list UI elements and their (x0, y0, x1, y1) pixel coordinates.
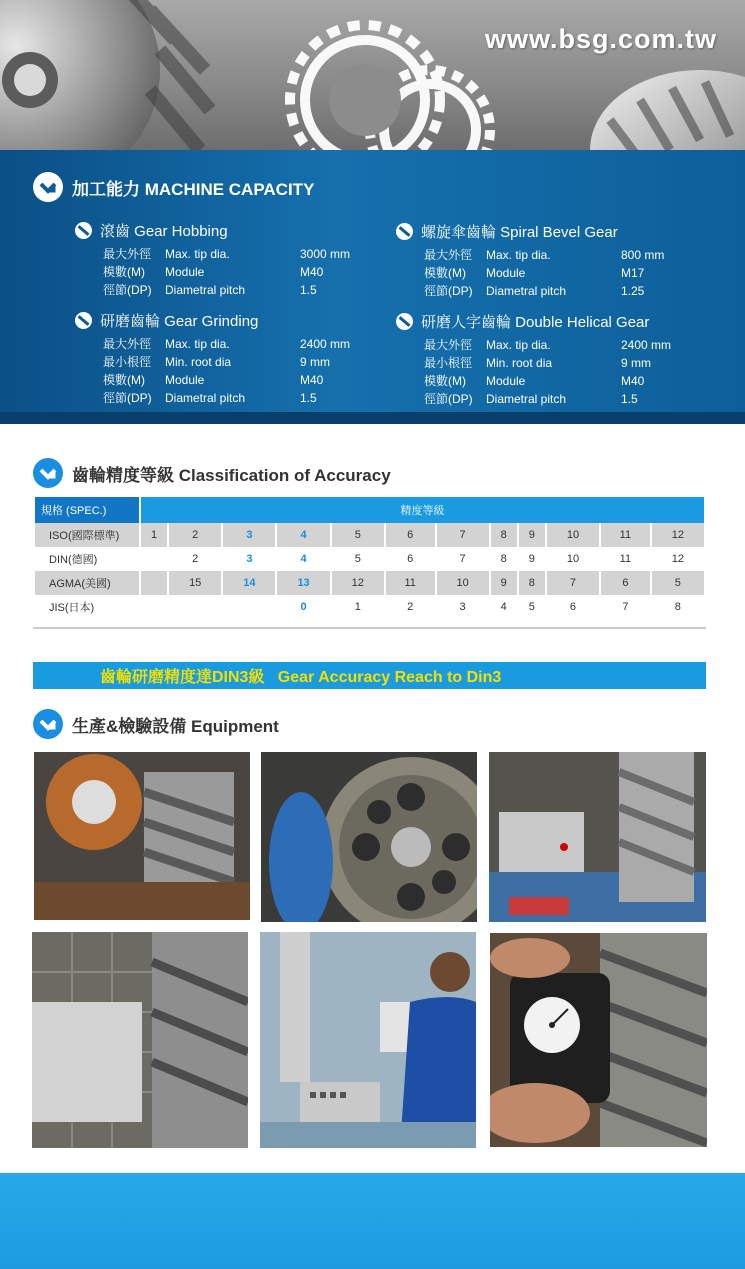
row-label-en: Diametral pitch (165, 283, 246, 297)
arrow-circle-icon (33, 458, 63, 488)
row-label-en: Min. root dia (165, 355, 232, 369)
table-row (35, 523, 704, 547)
table-cell: 11 (601, 547, 650, 571)
row-label: ISO(國際標準) (35, 523, 139, 547)
equipment-photo-cmm-operator (260, 932, 476, 1148)
row-label-en: Max. tip dia. (165, 337, 230, 351)
row-label-zh: 徑節(DP) (103, 283, 152, 297)
table-cell: 14 (223, 571, 275, 595)
row-label-en: Diametral pitch (486, 392, 567, 406)
row-value: M40 (621, 374, 645, 388)
row-value: 1.5 (300, 283, 317, 297)
row-label-en: Module (165, 265, 205, 279)
row-label-zh: 最大外徑 (103, 337, 152, 351)
equipment-photo-dial-gauge (490, 933, 707, 1147)
row-label-en: Module (486, 266, 526, 280)
row-label-zh: 模數(M) (103, 373, 145, 387)
table-cell (141, 595, 167, 619)
arrow-circle-icon (33, 709, 63, 739)
row-value: M40 (300, 373, 324, 387)
table-cell: 5 (332, 547, 384, 571)
table-cell: 9 (519, 547, 545, 571)
spec-header: 規格 (SPEC.) (35, 497, 139, 523)
table-cell: 9 (491, 571, 517, 595)
website-url[interactable]: www.bsg.com.tw (484, 24, 717, 54)
table-cell: 5 (332, 523, 384, 547)
table-cell: 12 (332, 571, 384, 595)
table-cell: 3 (223, 523, 275, 547)
table-cell: 7 (437, 523, 489, 547)
table-cell: 10 (547, 523, 599, 547)
table-cell: 10 (437, 571, 489, 595)
header-banner (0, 0, 745, 150)
accuracy-title: 齒輪精度等級 Classification of Accuracy (72, 465, 391, 485)
equipment-photo-grinding (32, 932, 248, 1148)
row-label-zh: 最大外徑 (424, 338, 473, 352)
row-label-zh: 模數(M) (103, 265, 145, 279)
row-label-zh: 徑節(DP) (103, 391, 152, 405)
row-label-zh: 最大外徑 (103, 247, 152, 261)
circle-slash-icon (396, 223, 413, 240)
capacity-heading (33, 172, 314, 202)
table-cell (223, 595, 275, 619)
table-cell: 4 (277, 547, 329, 571)
table-cell: 2 (386, 595, 435, 619)
row-label-zh: 最小根徑 (103, 355, 152, 369)
footer-band (0, 1173, 745, 1269)
grade-header: 精度等級 (141, 497, 704, 523)
table-header-row (35, 497, 704, 523)
item-title: 研磨齒輪 Gear Grinding (100, 313, 259, 330)
table-cell: 8 (519, 571, 545, 595)
row-label: DIN(德國) (35, 547, 139, 571)
table-cell: 6 (386, 547, 435, 571)
row-value: 1.25 (621, 284, 645, 298)
table-cell: 1 (332, 595, 384, 619)
circle-slash-icon (75, 312, 92, 329)
capacity-title: 加工能力 MACHINE CAPACITY (72, 179, 315, 199)
equipment-title: 生產&檢驗設備 Equipment (72, 716, 279, 736)
row-label-zh: 徑節(DP) (424, 392, 473, 406)
accuracy-heading (33, 458, 391, 488)
equipment-photo-hobbing (34, 752, 250, 920)
row-value: 9 mm (621, 356, 651, 370)
capacity-item-spiral-bevel-gear (396, 221, 664, 300)
table-cell: 7 (601, 595, 650, 619)
table-cell: 7 (437, 547, 489, 571)
row-label-zh: 模數(M) (424, 374, 466, 388)
table-cell: 2 (169, 523, 221, 547)
din3-accuracy-banner: 齒輪研磨精度達DIN3級 Gear Accuracy Reach to Din3 (33, 662, 706, 689)
accuracy-table (33, 497, 706, 619)
table-cell (169, 595, 221, 619)
row-label-en: Max. tip dia. (486, 338, 551, 352)
table-cell: 4 (277, 523, 329, 547)
table-row (35, 595, 704, 619)
table-cell: 11 (386, 571, 435, 595)
table-cell: 8 (491, 523, 517, 547)
row-value: 1.5 (300, 391, 317, 405)
capacity-item-double-helical-gear (396, 311, 671, 408)
arrow-circle-icon (33, 172, 63, 202)
table-cell: 13 (277, 571, 329, 595)
equipment-heading (33, 709, 279, 739)
item-title: 研磨人字齒輪 Double Helical Gear (421, 314, 650, 331)
row-label-zh: 模數(M) (424, 266, 466, 280)
row-label: JIS(日本) (35, 595, 139, 619)
table-cell: 6 (601, 571, 650, 595)
row-label-en: Max. tip dia. (165, 247, 230, 261)
row-label-zh: 徑節(DP) (424, 284, 473, 298)
table-cell: 11 (601, 523, 650, 547)
table-cell: 0 (277, 595, 329, 619)
table-cell: 4 (491, 595, 517, 619)
table-cell: 9 (519, 523, 545, 547)
row-value: M17 (621, 266, 645, 280)
row-value: 9 mm (300, 355, 330, 369)
table-cell: 8 (491, 547, 517, 571)
row-label-zh: 最大外徑 (424, 248, 473, 262)
table-cell: 3 (437, 595, 489, 619)
capacity-item-gear-grinding (75, 310, 350, 407)
row-label-en: Max. tip dia. (486, 248, 551, 262)
capacity-item-gear-hobbing (75, 220, 350, 299)
row-label-zh: 最小根徑 (424, 356, 473, 370)
row-value: 2400 mm (300, 337, 351, 351)
table-row (35, 547, 704, 571)
row-label-en: Min. root dia (486, 356, 553, 370)
row-value: M40 (300, 265, 324, 279)
row-value: 3000 mm (300, 247, 351, 261)
table-cell: 12 (652, 547, 704, 571)
circle-slash-icon (75, 222, 92, 239)
table-cell: 6 (547, 595, 599, 619)
table-cell: 12 (652, 523, 704, 547)
table-cell: 5 (652, 571, 704, 595)
gear-photo-illustration (0, 0, 745, 150)
item-title: 螺旋傘齒輪 Spiral Bevel Gear (421, 224, 618, 241)
row-label-en: Diametral pitch (165, 391, 246, 405)
table-bottom-rule (33, 627, 706, 629)
table-cell: 8 (652, 595, 704, 619)
table-row (35, 571, 704, 595)
equipment-photo-gear-wheel (261, 752, 477, 922)
equipment-photo-probe (489, 752, 706, 922)
table-cell: 10 (547, 547, 599, 571)
table-cell: 1 (141, 523, 167, 547)
table-cell (141, 571, 167, 595)
panel-divider (0, 412, 745, 424)
table-cell (141, 547, 167, 571)
table-cell: 3 (223, 547, 275, 571)
row-label-en: Module (165, 373, 205, 387)
circle-slash-icon (396, 313, 413, 330)
table-cell: 2 (169, 547, 221, 571)
table-cell: 7 (547, 571, 599, 595)
row-label-en: Module (486, 374, 526, 388)
table-cell: 6 (386, 523, 435, 547)
row-label-en: Diametral pitch (486, 284, 567, 298)
row-value: 1.5 (621, 392, 638, 406)
table-cell: 15 (169, 571, 221, 595)
row-value: 2400 mm (621, 338, 672, 352)
row-label: AGMA(美國) (35, 571, 139, 595)
table-cell: 5 (519, 595, 545, 619)
item-title: 滾齒 Gear Hobbing (100, 223, 228, 240)
row-value: 800 mm (621, 248, 665, 262)
